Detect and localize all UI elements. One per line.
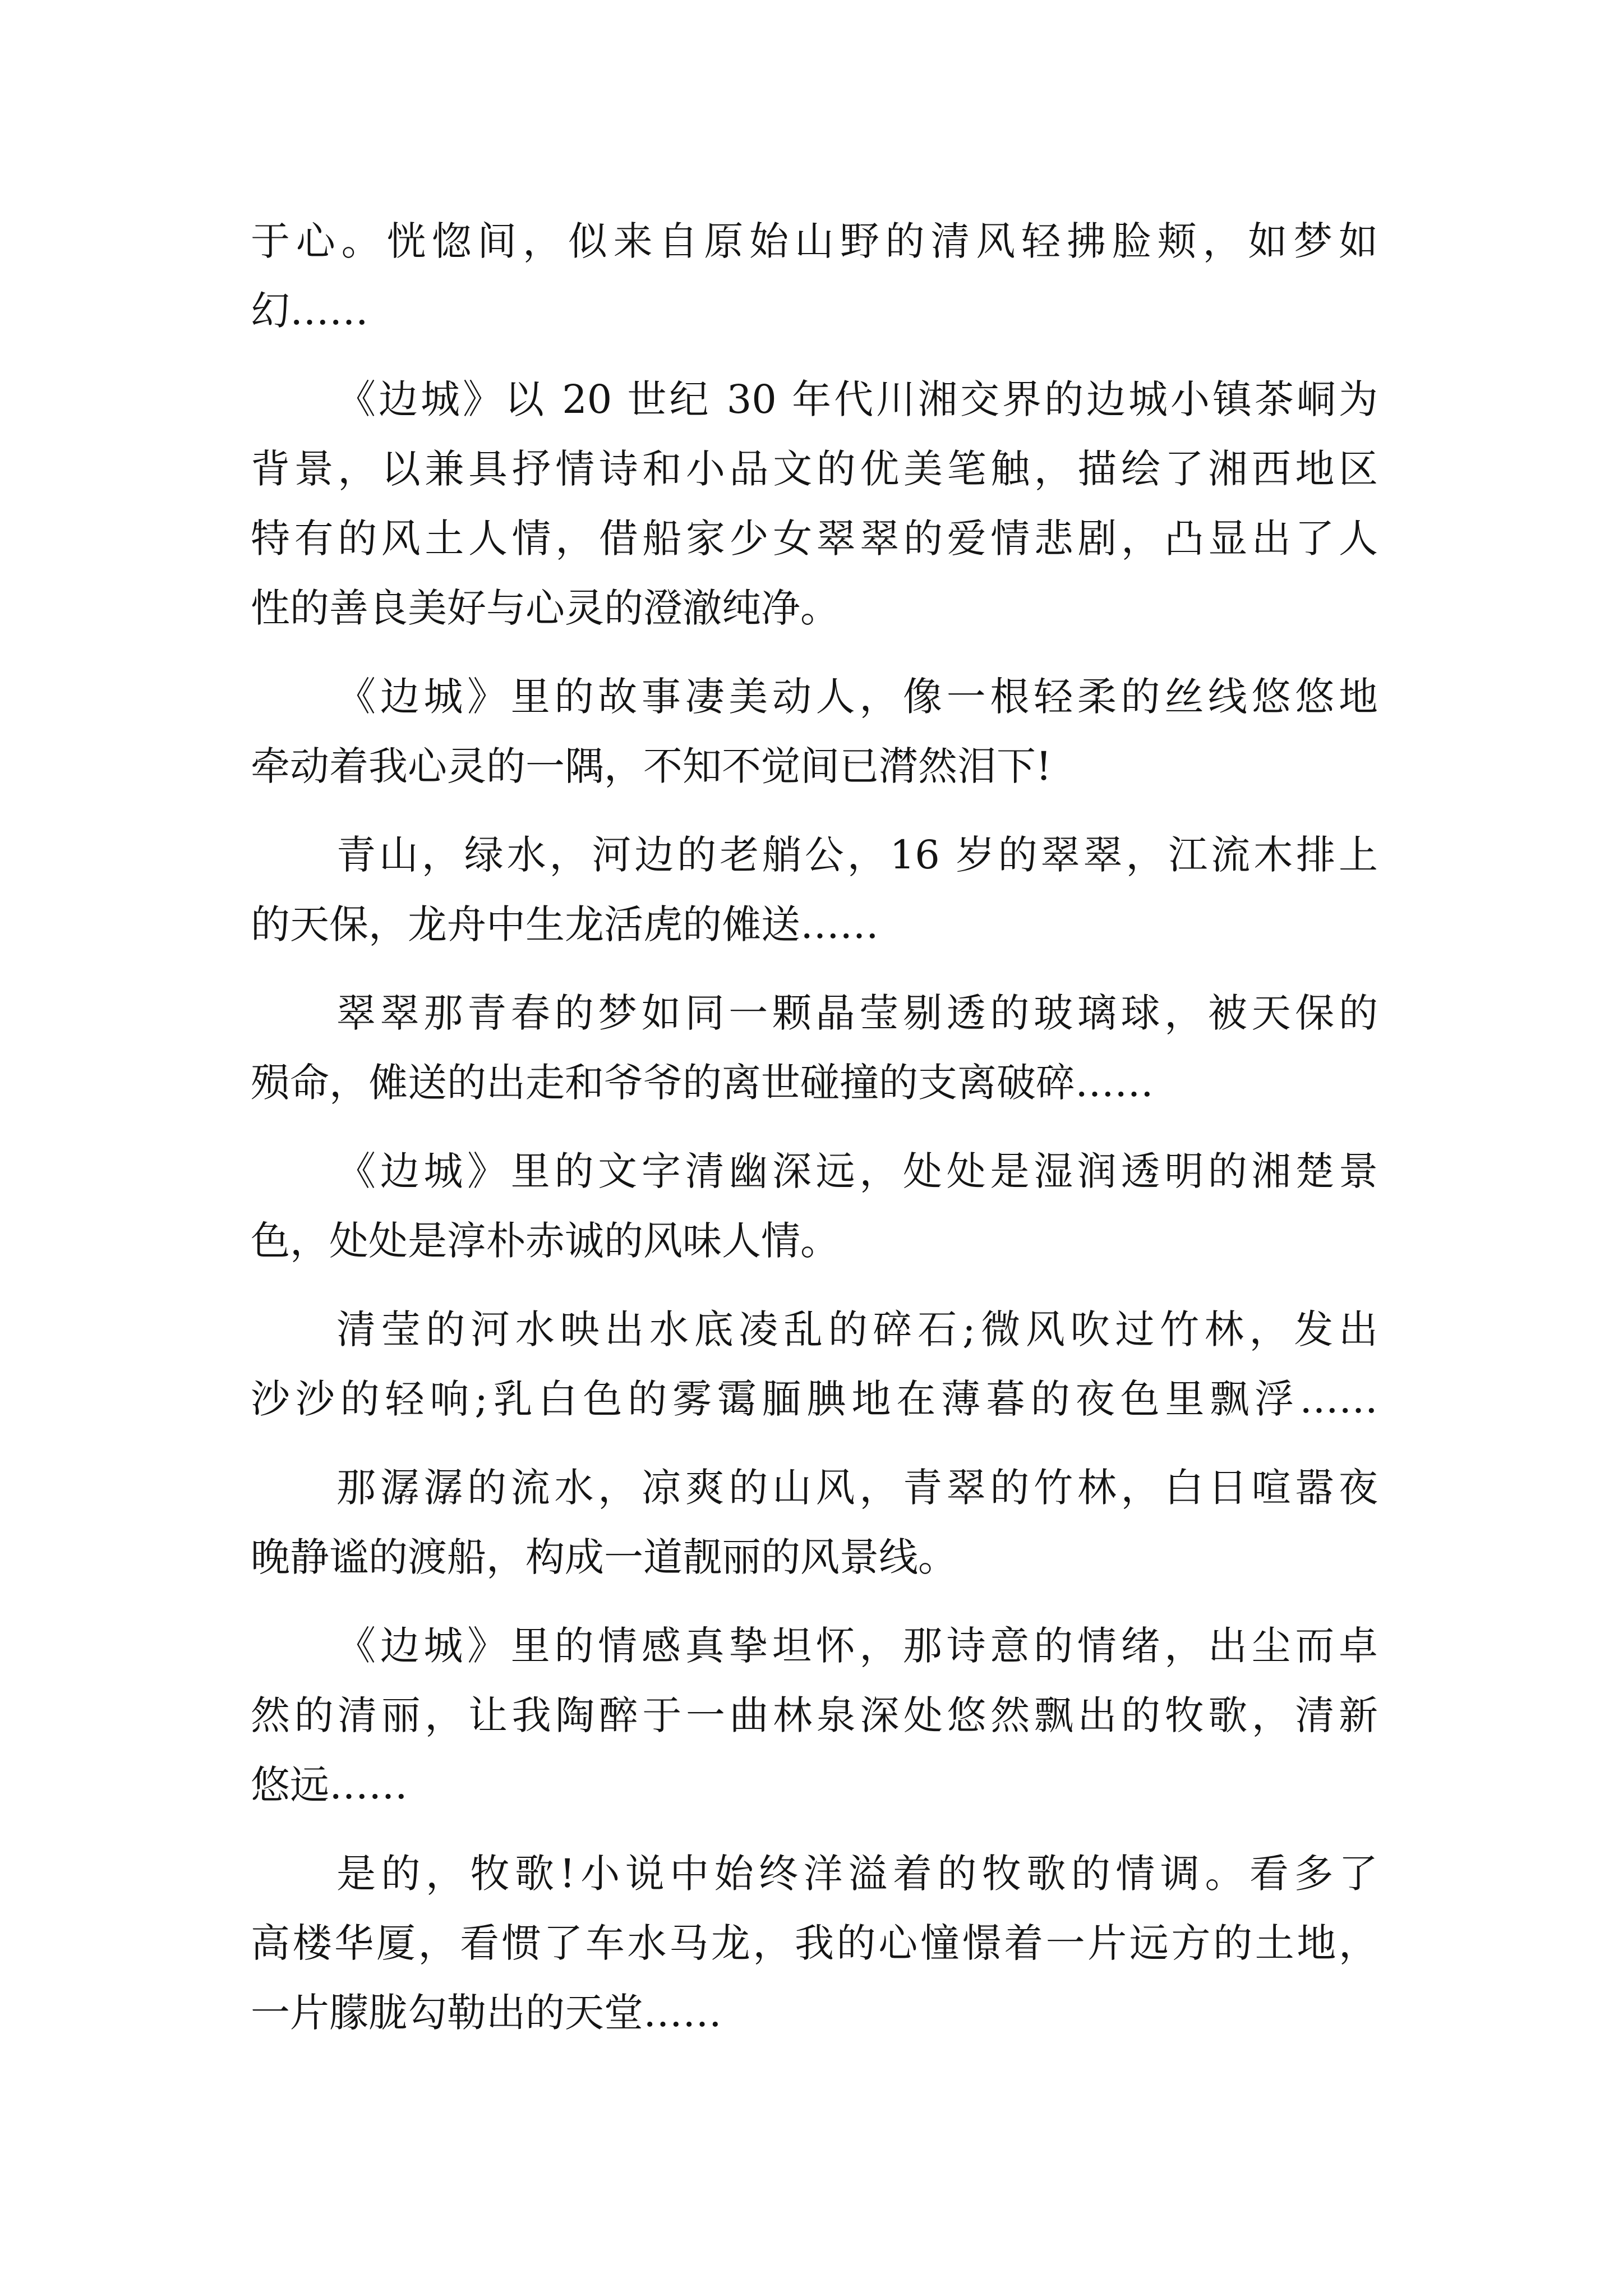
- text-line: 色，处处是淳朴赤诚的风味人情。: [251, 1218, 840, 1264]
- text-line: 是的，牧歌!小说中始终洋溢着的牧歌的情调。看多了: [336, 1851, 1378, 1897]
- text-line: 的天保，龙舟中生龙活虎的傩送……: [251, 901, 879, 947]
- text-line: 清莹的河水映出水底凌乱的碎石;微风吹过竹林，发出: [336, 1306, 1378, 1352]
- text-line: 性的善良美好与心灵的澄澈纯净。: [251, 585, 840, 631]
- text-line: 《边城》里的文字清幽深远，处处是湿润透明的湘楚景: [336, 1148, 1378, 1194]
- text-line: 那潺潺的流水，凉爽的山风，青翠的竹林，白日喧嚣夜: [336, 1465, 1378, 1511]
- text-line: 《边城》里的情感真挚坦怀，那诗意的情绪，出尘而卓: [336, 1623, 1378, 1669]
- text-line: 高楼华厦，看惯了车水马龙，我的心憧憬着一片远方的土地，: [251, 1920, 1378, 1966]
- text-line: 特有的风土人情，借船家少女翠翠的爱情悲剧，凸显出了人: [251, 516, 1378, 562]
- text-line: 沙沙的轻响;乳白色的雾霭腼腆地在薄暮的夜色里飘浮……: [251, 1376, 1378, 1422]
- text-line: 于心。恍惚间，似来自原始山野的清风轻拂脸颊，如梦如: [251, 218, 1378, 264]
- text-line: 背景，以兼具抒情诗和小品文的优美笔触，描绘了湘西地区: [251, 446, 1378, 492]
- text-line: 殒命，傩送的出走和爷爷的离世碰撞的支离破碎……: [251, 1060, 1154, 1106]
- text-line: 青山，绿水，河边的老艄公，16 岁的翠翠，江流木排上: [336, 832, 1378, 878]
- text-line: 翠翠那青春的梦如同一颗晶莹剔透的玻璃球，被天保的: [336, 990, 1378, 1036]
- text-line: 悠远……: [251, 1762, 408, 1808]
- text-line: 晚静谧的渡船，构成一道靓丽的风景线。: [251, 1534, 957, 1580]
- text-line: 幻……: [251, 288, 368, 334]
- text-line: 一片朦胧勾勒出的天堂……: [251, 1990, 722, 2036]
- text-line: 然的清丽，让我陶醉于一曲林泉深处悠然飘出的牧歌，清新: [251, 1692, 1378, 1738]
- text-line: 《边城》以 20 世纪 30 年代川湘交界的边城小镇茶峒为: [336, 376, 1378, 422]
- text-line: 牵动着我心灵的一隅，不知不觉间已潸然泪下!: [251, 743, 1052, 789]
- text-line: 《边城》里的故事凄美动人，像一根轻柔的丝线悠悠地: [336, 674, 1378, 720]
